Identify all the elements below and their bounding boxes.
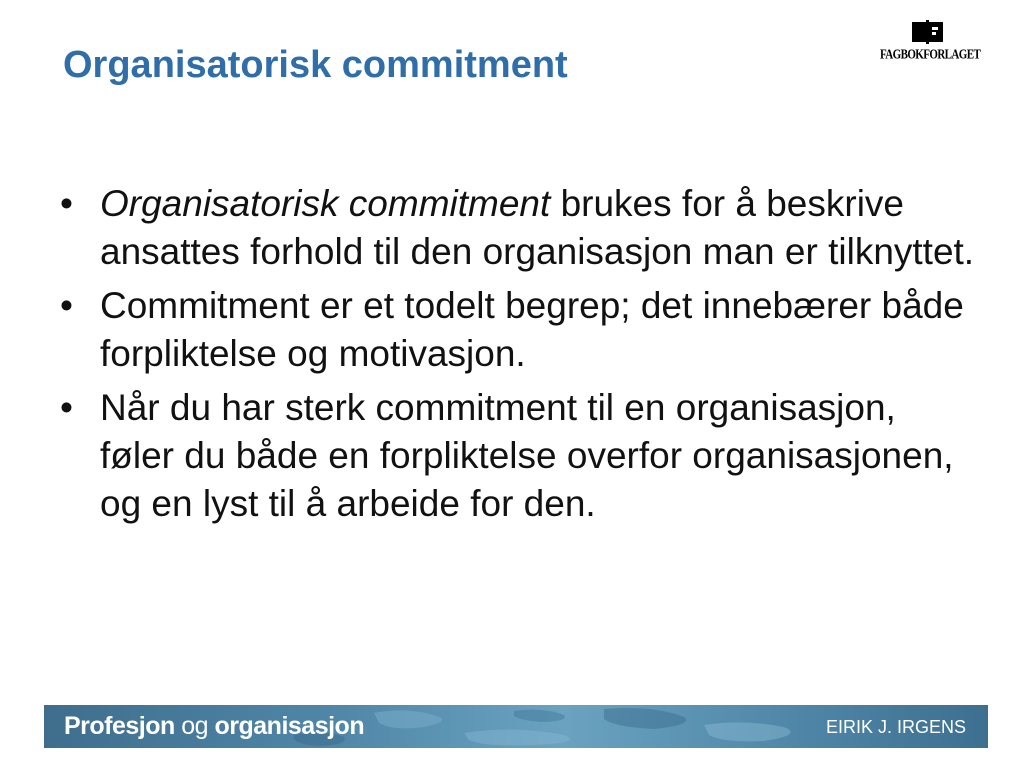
bullet-marker: • <box>60 285 73 326</box>
bullet-marker: • <box>60 183 73 224</box>
bullet-list <box>60 180 980 534</box>
bullet-item <box>60 180 980 276</box>
slide-title: Organisatorisk commitment <box>63 44 568 86</box>
author-name: EIRIK J. IRGENS <box>825 717 966 737</box>
publisher-logo <box>880 20 981 64</box>
bullet-text: Commitment er et todelt begrep; det innebærer både forpliktelse og motivasjon. <box>100 285 964 374</box>
book-title <box>64 712 364 741</box>
footer-band <box>44 705 988 748</box>
book-title-part3: organisasjon <box>214 712 365 740</box>
bullet-item <box>60 282 980 378</box>
bullet-text: Når du har sterk commitment til en organisasjon, føler du både en forpliktelse overfor organisasjonen, og en lyst til å arbeide for den. <box>100 387 954 524</box>
bullet-emphasis: Organisatorisk commitment <box>100 183 551 224</box>
bullet-marker: • <box>60 387 73 428</box>
bullet-item <box>60 384 980 528</box>
book-icon <box>910 20 946 44</box>
book-title-part2: og <box>174 712 215 740</box>
publisher-name: FAGBOKFORLAGET <box>880 47 981 62</box>
bullet-text: brukes for å beskrive ansattes forhold til den organisasjon man er tilknyttet. <box>100 183 975 272</box>
book-title-part1: Profesjon <box>64 712 175 740</box>
